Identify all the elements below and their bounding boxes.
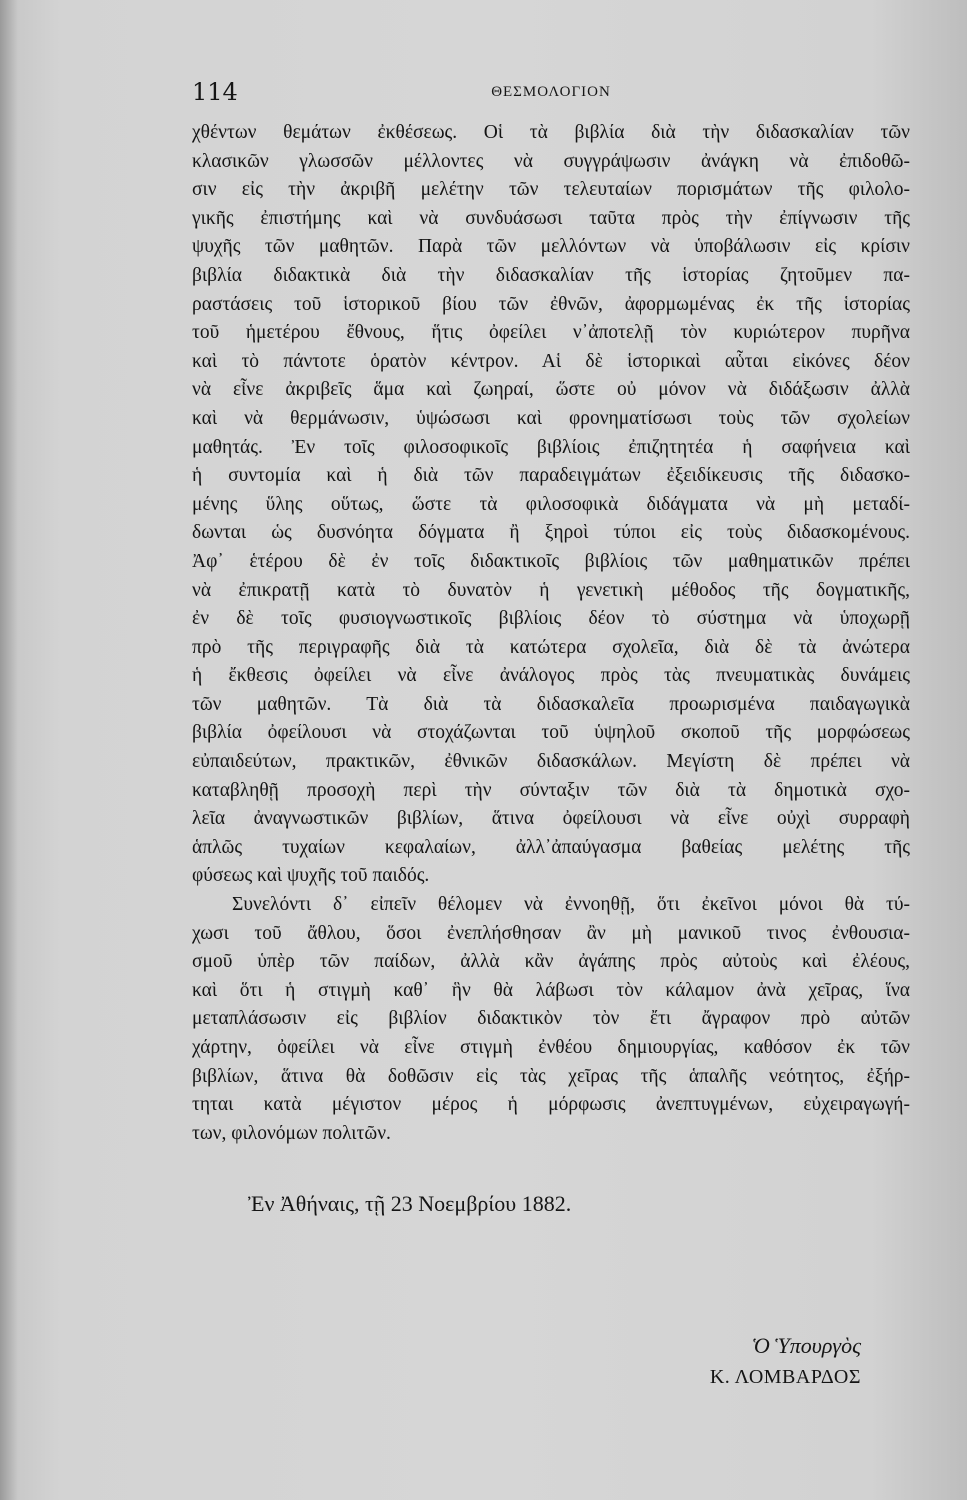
- text-line: μένης ὕλης οὕτως, ὥστε τὰ φιλοσοφικὰ διδάγματα νὰ μὴ μεταδί-: [192, 493, 910, 515]
- paragraph-2: [192, 891, 910, 1148]
- text-line: βιβλίων, ἅτινα θὰ δοθῶσιν εἰς τὰς χεῖρας τῆς ἁπαλῆς νεότητος, ἐξήρ-: [192, 1065, 910, 1087]
- text-line: μεταπλάσωσιν εἰς βιβλίον διδακτικὸν τὸν ἔτι ἄγραφον πρὸ αὐτῶν: [192, 1008, 910, 1030]
- page-number: 114: [192, 78, 238, 106]
- text-line: Ἀφ᾽ ἑτέρου δὲ ἐν τοῖς διδακτικοῖς βιβλίοις τῶν μαθηματικῶν πρέπει: [192, 550, 910, 572]
- text-line: ἐν δὲ τοῖς φυσιογνωστικοῖς βιβλίοις δέον τὸ σύστημα νὰ ὑποχωρῇ: [192, 608, 910, 630]
- text-line: ἁπλῶς τυχαίων κεφαλαίων, ἀλλ᾽ἀπαύγασμα βαθείας μελέτης τῆς: [192, 836, 910, 858]
- text-line: νὰ εἶνε ἀκριβεῖς ἅμα καὶ ζωηραί, ὥστε οὐ μόνον νὰ διδάξωσιν ἀλλὰ: [192, 379, 910, 401]
- paragraph-1: [192, 119, 910, 891]
- running-title: ΘΕΣΜΟΛΟΓΙΟΝ: [491, 84, 611, 100]
- text-line: καὶ τὸ πάντοτε ὁρατὸν κέντρον. Αἱ δὲ ἱστορικαὶ αὗται εἰκόνες δέον: [192, 350, 910, 372]
- text-line: νὰ ἐπικρατῇ κατὰ τὸ δυνατὸν ἡ γενετικὴ μέθοδος τῆς δογματικῆς,: [192, 579, 910, 601]
- text-line: ψυχῆς τῶν μαθητῶν. Παρὰ τῶν μελλόντων νὰ ὑποβάλωσιν εἰς κρίσιν: [192, 236, 910, 258]
- text-line: χάρτην, ὀφείλει νὰ εἶνε στιγμὴ ἐνθέου δημιουργίας, καθόσον ἐκ τῶν: [192, 1037, 910, 1058]
- page-header: [192, 78, 910, 112]
- text-line: καταβληθῇ προσοχὴ περὶ τὴν σύνταξιν τῶν διὰ τὰ δημοτικὰ σχο-: [192, 779, 910, 801]
- text-line: χθέντων θεμάτων ἐκθέσεως. Οἱ τὰ βιβλία διὰ τὴν διδασκαλίαν τῶν: [192, 122, 910, 143]
- text-line: κλασικῶν γλωσσῶν μέλλοντες νὰ συγγράψωσιν ἀνάγκη νὰ ἐπιδοθῶ-: [192, 150, 910, 172]
- text-line: γικῆς ἐπιστήμης καὶ νὰ συνδυάσωσι ταῦτα πρὸς τὴν ἐπίγνωσιν τῆς: [192, 207, 910, 229]
- text-line: σιν εἰς τὴν ἀκριβῆ μελέτην τῶν τελευταίων πορισμάτων τῆς φιλολο-: [192, 179, 910, 201]
- text-line: βιβλία διδακτικὰ διὰ τὴν διδασκαλίαν τῆς ἱστορίας ζητοῦμεν πα-: [192, 264, 910, 286]
- text-line: των, φιλονόμων πολιτῶν.: [192, 1122, 391, 1144]
- text-line: φύσεως καὶ ψυχῆς τοῦ παιδός.: [192, 865, 430, 887]
- text-line: ἡ συντομία καὶ ἡ διὰ τῶν παραδειγμάτων ἐξειδίκευσις τῆς διδασκο-: [192, 465, 910, 487]
- text-line: δωνται ὡς δυσνόητα δόγματα ἢ ξηροὶ τύποι εἰς τοὺς διδασκομένους.: [192, 522, 910, 544]
- text-line: χωσι τοῦ ἄθλου, ὅσοι ἐνεπλήσθησαν ἂν μὴ μανικοῦ τινος ἐνθουσια-: [192, 922, 910, 944]
- text-line: σμοῦ ὑπὲρ τῶν παίδων, ἀλλὰ κἂν ἀγάπης πρὸς αὐτοὺς καὶ ἐλέους,: [192, 951, 910, 973]
- text-line: βιβλία ὀφείλουσι νὰ στοχάζωνται τοῦ ὑψηλοῦ σκοποῦ τῆς μορφώσεως: [192, 722, 910, 744]
- text-line: τοῦ ἡμετέρου ἔθνους, ἥτις ὀφείλει ν᾽ἀποτελῇ τὸν κυριώτερον πυρῆνα: [192, 322, 910, 344]
- body-text: [192, 119, 910, 1148]
- text-line: ραστάσεις τοῦ ἱστορικοῦ βίου τῶν ἐθνῶν, ἀφορμωμένας ἐκ τῆς ἱστορίας: [192, 293, 910, 315]
- text-line: πρὸ τῆς περιγραφῆς διὰ τὰ κατώτερα σχολεῖα, διὰ δὲ τὰ ἀνώτερα: [192, 636, 910, 658]
- text-line: ἡ ἔκθεσις ὀφείλει νὰ εἶνε ἀνάλογος πρὸς τὰς πνευματικὰς δυνάμεις: [192, 665, 910, 687]
- text-line: καὶ νὰ θερμάνωσιν, ὑψώσωσι καὶ φρονηματίσωσι τοὺς τῶν σχολείων: [192, 407, 910, 429]
- text-line: μαθητάς. Ἐν τοῖς φιλοσοφικοῖς βιβλίοις ἐπιζητητέα ἡ σαφήνεια καὶ: [192, 436, 910, 458]
- signature-name: Κ. ΛΟΜΒΑΡΔΟΣ: [709, 1366, 861, 1388]
- text-line: τῶν μαθητῶν. Τὰ διὰ τὰ διδασκαλεῖα προωρισμένα παιδαγωγικὰ: [192, 693, 910, 715]
- text-line: εὐπαιδεύτων, πρακτικῶν, ἐθνικῶν διδασκάλων. Μεγίστη δὲ πρέπει νὰ: [192, 751, 910, 773]
- dateline: Ἐν Ἀθήναις, τῇ 23 Νοεμβρίου 1882.: [248, 1191, 572, 1216]
- text-line: καὶ ὅτι ἡ στιγμὴ καθ᾽ ἣν θὰ λάβωσι τὸν κάλαμον ἀνὰ χεῖρας, ἵνα: [192, 979, 910, 1001]
- signature-block: [710, 1330, 861, 1392]
- text-line: λεῖα ἀναγνωστικῶν βιβλίων, ἅτινα ὀφείλουσι νὰ εἶνε οὐχὶ συρραφὴ: [192, 808, 910, 830]
- text-line: τηται κατὰ μέγιστον μέρος ἡ μόρφωσις ἀνεπτυγμένων, εὐχειραγωγή-: [192, 1094, 910, 1116]
- text-line: Συνελόντι δ᾽ εἰπεῖν θέλομεν νὰ ἐννοηθῇ, ὅτι ἐκεῖνοι μόνοι θὰ τύ-: [232, 894, 910, 916]
- signature-title: Ὁ Ὑπουργὸς: [751, 1333, 861, 1358]
